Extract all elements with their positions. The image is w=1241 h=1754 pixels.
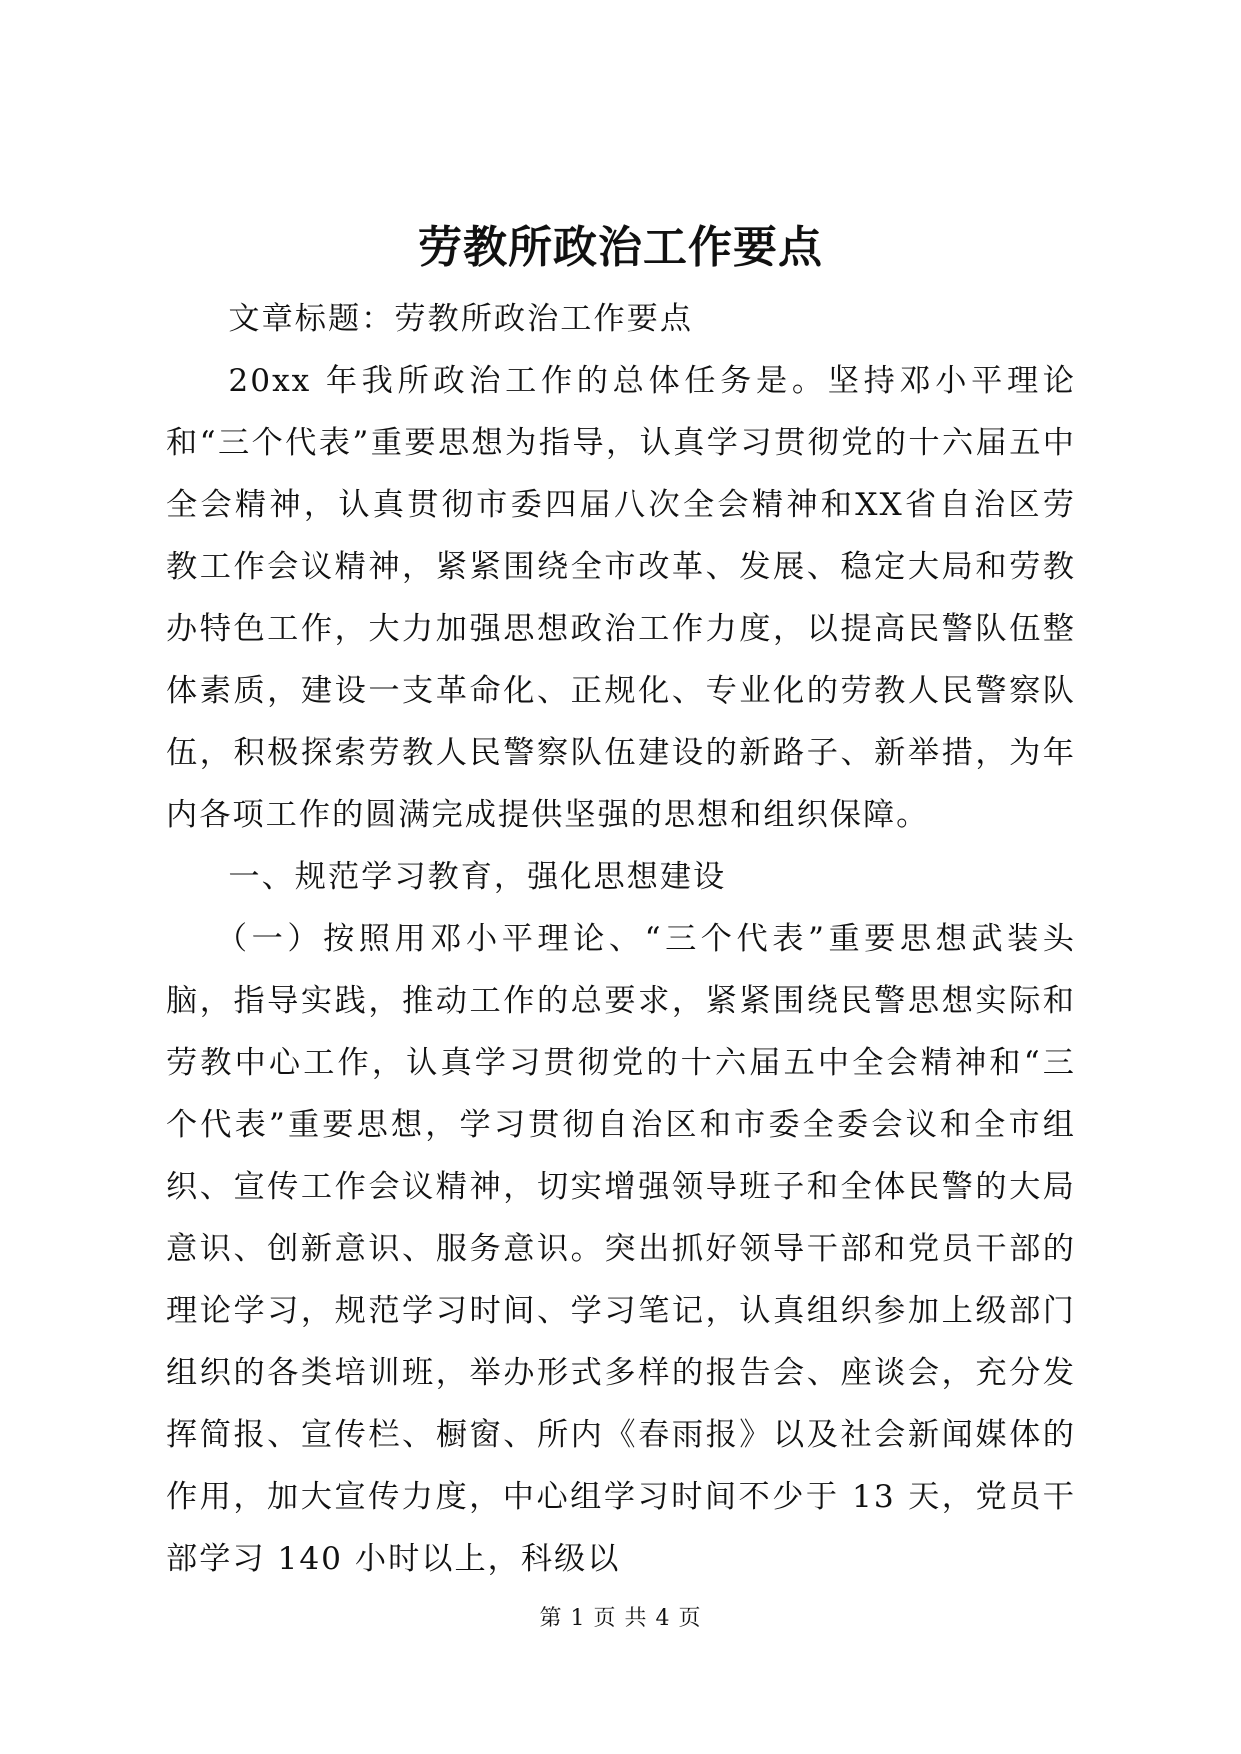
page-footer: 第 1 页 共 4 页 — [539, 1606, 702, 1631]
article-title-line: 文章标题：劳教所政治工作要点 — [228, 301, 694, 337]
document-body — [166, 288, 1076, 1590]
paragraph-overall-task: 20xx 年我所政治工作的总体任务是。坚持邓小平理论和“三个代表”重要思想为指导，认真学习贯彻党的十六届五中全会精神，认真贯彻市委四届八次全会精神和XX省自治区劳教工作会议精神，紧紧围绕全市改革、发展、稳定大局和劳教办特色工作，大力加强思想政治工作力度，以提高民警队伍整体素质，建设一支革命化、正规化、专业化的劳教人民警察队伍，积极探索劳教人民警察队伍建设的新路子、新举措，为年内各项工作的圆满完成提供坚强的思想和组织保障。 — [166, 363, 1076, 833]
paragraph-subsection-1: （一）按照用邓小平理论、“三个代表”重要思想武装头脑，指导实践，推动工作的总要求，紧紧围绕民警思想实际和劳教中心工作，认真学习贯彻党的十六届五中全会精神和“三个代表”重要思想，学习贯彻自治区和市委全委会议和全市组织、宣传工作会议精神，切实增强领导班子和全体民警的大局意识、创新意识、服务意识。突出抓好领导干部和党员干部的理论学习，规范学习时间、学习笔记，认真组织参加上级部门组织的各类培训班，举办形式多样的报告会、座谈会，充分发挥简报、宣传栏、橱窗、所内《春雨报》以及社会新闻媒体的作用，加大宣传力度，中心组学习时间不少于 13 天，党员干部学习 140 小时以上，科级以 — [166, 921, 1076, 1577]
document-title: 劳教所政治工作要点 — [418, 222, 823, 273]
section-heading-1: 一、规范学习教育，强化思想建设 — [228, 859, 727, 895]
